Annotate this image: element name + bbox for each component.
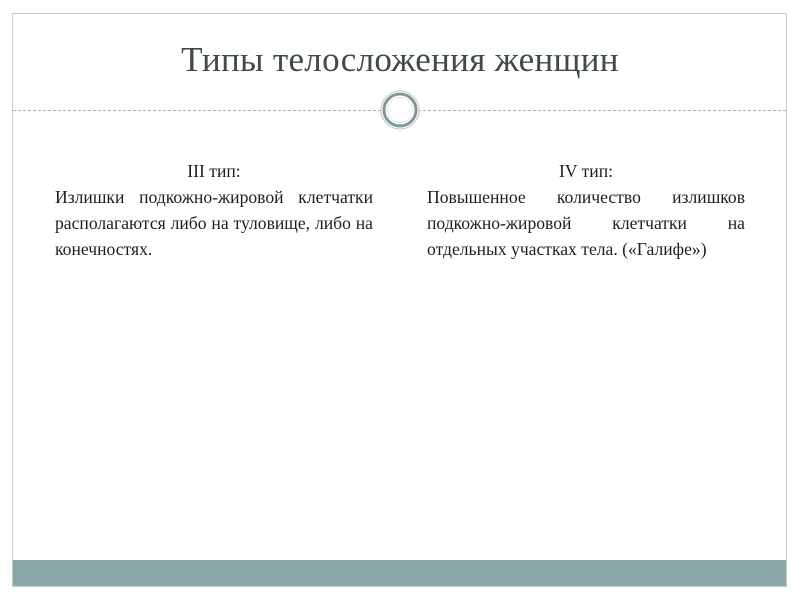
type-four-description: Повышенное количество излишков подкожно-жировой клетчатки на отдельных участках тела. («Галифе»)	[427, 187, 745, 259]
type-three-column	[55, 158, 373, 262]
type-four-heading: IV тип:	[558, 161, 614, 181]
bottom-accent-bar	[13, 560, 786, 586]
circle-ornament-icon	[380, 90, 420, 130]
type-four-column	[427, 158, 745, 262]
type-three-description: Излишки подкожно-жировой клетчатки располагаются либо на туловище, либо на конечностях.	[55, 187, 373, 259]
slide-title: Типы телосложения женщин	[181, 40, 619, 79]
type-three-heading: III тип:	[187, 161, 241, 181]
